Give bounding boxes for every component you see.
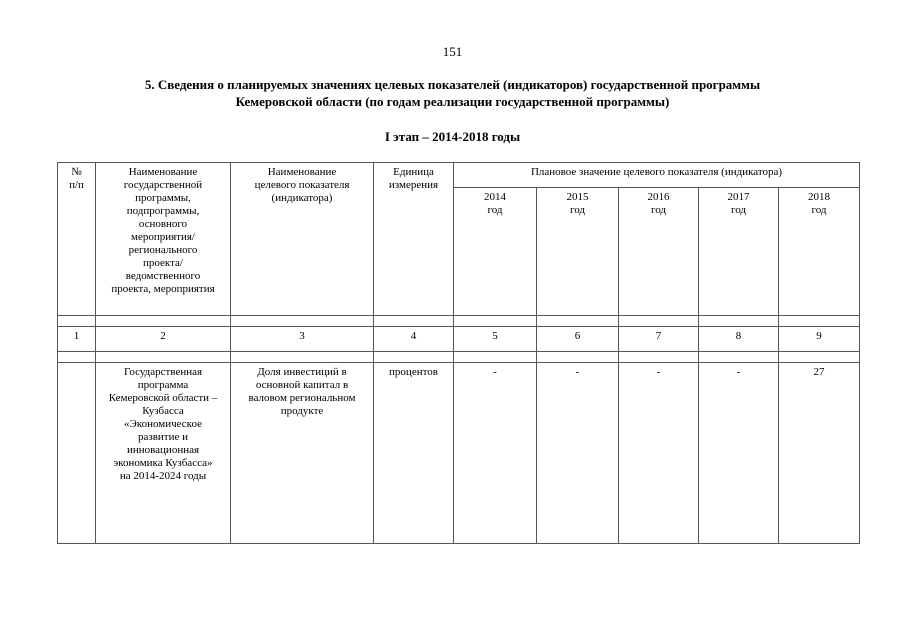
header-unit [374, 163, 454, 316]
title-line-1: 5. Сведения о планируемых значениях целевых показателей (индикаторов) государственной программы [144, 77, 761, 92]
header-program-line: основного [138, 218, 188, 230]
header-program-line: проекта/ [143, 257, 183, 269]
program-line: «Экономическое [124, 418, 202, 430]
column-number: 2 [96, 327, 231, 352]
header-year-2016 [619, 188, 699, 316]
value-2018: 27 [779, 363, 860, 544]
header-program-line: государственной [123, 179, 203, 191]
header-num-line: № [71, 166, 82, 178]
year-label: 2014 [484, 191, 506, 203]
value-2016: - [619, 363, 699, 544]
indicator-line: основной капитал в [255, 379, 349, 391]
year-label: 2017 [727, 191, 750, 203]
number-gap-row [58, 352, 860, 363]
column-number: 4 [374, 327, 454, 352]
row-indicator-cell [231, 363, 374, 544]
header-indicator-line: целевого показателя [254, 179, 350, 191]
year-label: 2016 [647, 191, 670, 203]
header-program-line: проекта, мероприятия [111, 283, 215, 295]
header-year-2018 [779, 188, 860, 316]
indicator-line: продукте [280, 405, 324, 417]
header-program-line: мероприятия/ [131, 231, 195, 243]
header-indicator-line: (индикатора) [271, 192, 333, 204]
program-line: экономика Кузбасса» [113, 457, 213, 469]
header-num-line: п/п [69, 179, 84, 191]
year-word: год [569, 204, 586, 216]
header-planned-value: Плановое значение целевого показателя (индикатора) [454, 163, 860, 188]
program-line: программа [137, 379, 189, 391]
column-number: 8 [699, 327, 779, 352]
header-program [96, 163, 231, 316]
column-number-row [58, 327, 860, 352]
column-number: 7 [619, 327, 699, 352]
indicators-table [57, 162, 860, 544]
program-line: инновационная [126, 444, 200, 456]
header-indicator-line: Наименование [267, 166, 337, 178]
header-num [58, 163, 96, 316]
table-row [58, 363, 860, 544]
header-program-line: программы, [135, 192, 191, 204]
column-number: 1 [58, 327, 96, 352]
title-line-2: Кемеровской области (по годам реализации государственной программы) [235, 94, 670, 109]
column-number: 5 [454, 327, 537, 352]
header-unit-line: измерения [388, 179, 439, 191]
header-indicator [231, 163, 374, 316]
page-number: 151 [442, 44, 463, 59]
header-year-2017 [699, 188, 779, 316]
header-program-line: регионального [128, 244, 198, 256]
year-word: год [811, 204, 827, 216]
program-line: Кемеровской области – [108, 392, 218, 404]
indicator-line: валовом региональном [248, 392, 356, 404]
column-number: 3 [231, 327, 374, 352]
row-unit-cell: процентов [374, 363, 454, 544]
value-2014: - [454, 363, 537, 544]
program-line: Государственная [123, 366, 203, 378]
year-word: год [650, 204, 667, 216]
program-line: развитие и [137, 431, 189, 443]
document-title [40, 76, 865, 110]
year-word: год [730, 204, 747, 216]
value-2017: - [699, 363, 779, 544]
header-program-line: ведомственного [125, 270, 201, 282]
program-line: Кузбасса [142, 405, 184, 417]
header-program-line: Наименование [128, 166, 198, 178]
column-number: 9 [779, 327, 860, 352]
indicator-line: Доля инвестиций в [257, 366, 347, 378]
header-year-2014 [454, 188, 537, 316]
year-label: 2015 [566, 191, 589, 203]
header-gap-row [58, 316, 860, 327]
value-2015: - [537, 363, 619, 544]
column-number: 6 [537, 327, 619, 352]
row-num-cell [58, 363, 96, 544]
header-program-line: подпрограммы, [126, 205, 200, 217]
stage-heading: I этап – 2014-2018 годы [384, 129, 521, 144]
program-line: на 2014-2024 годы [119, 470, 207, 482]
year-label: 2018 [808, 191, 831, 203]
header-year-2015 [537, 188, 619, 316]
year-word: год [487, 204, 503, 216]
header-unit-line: Единица [393, 166, 434, 178]
row-program-cell [96, 363, 231, 544]
